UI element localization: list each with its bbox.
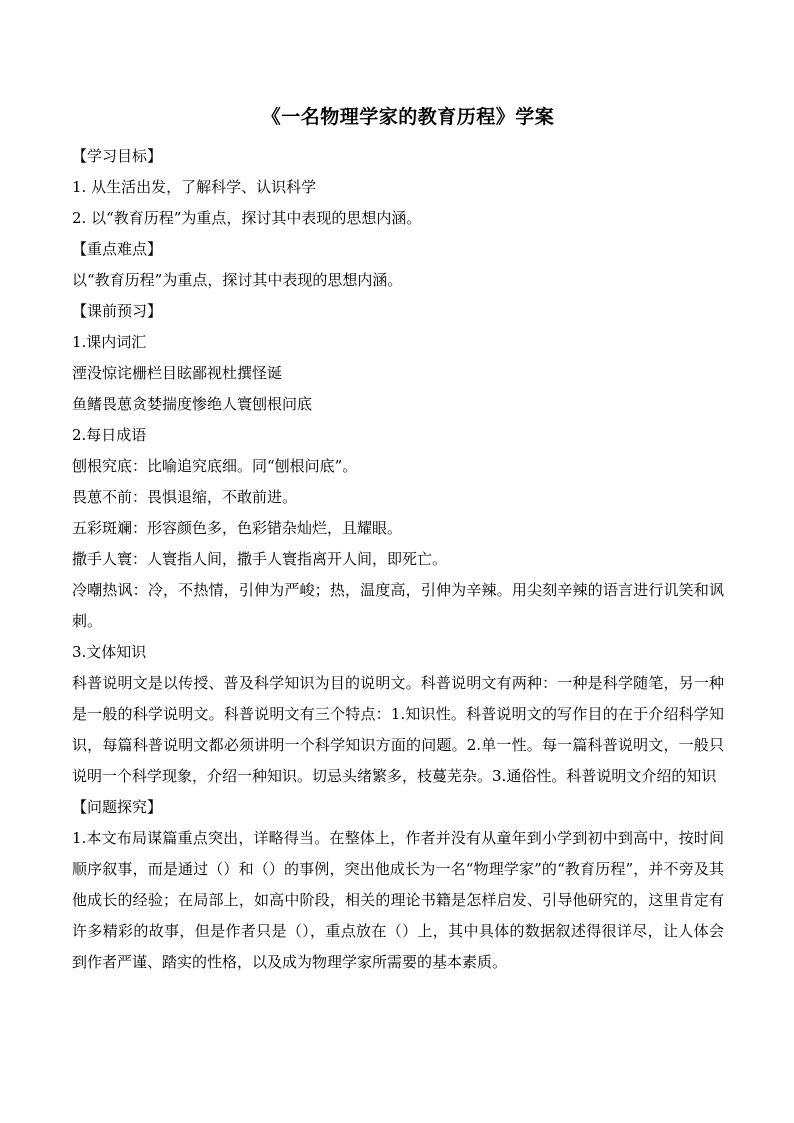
- section-heading-key-points: 【重点难点】: [72, 240, 163, 258]
- section-heading-inquiry: 【问题探究】: [72, 798, 163, 816]
- inquiry-paragraph: 1.本文布局谋篇重点突出，详略得当。在整体上，作者并没有从童年到小学到初中到高中，按时间顺序叙事，而是通过（）和（）的事例，突出他成长为一名“物理学家”的“教育历程”，并不旁及其他成长的经验；在局部上，如高中阶段，相关的理论书籍是怎样启发、引导他研究的，这里肯定有许多精彩的故事，但是作者只是（），重点放在（）上，其中具体的数据叙述得很详尽，让人体会到作者严谨、踏实的性格，以及成为物理学家所需要的基本素质。: [72, 829, 724, 971]
- idiom-item-4: 撒手人寰：人寰指人间，撒手人寰指离开人间，即死亡。: [72, 550, 448, 568]
- genre-paragraph: 科普说明文是以传授、普及科学知识为目的说明文。科普说明文有两种：一种是科学随笔，另一种是一般的科学说明文。科普说明文有三个特点：1.知识性。科普说明文的写作目的在于介绍科学知识，每篇科普说明文都必须讲明一个科学知识方面的问题。2.单一性。每一篇科普说明文，一般只说明一个科学现象，介绍一种知识。切忌头绪繁多，枝蔓芜杂。3.通俗性。科普说明文介绍的知识: [72, 674, 724, 785]
- idiom-item-3: 五彩斑斓：形容颜色多，色彩错杂灿烂，且耀眼。: [72, 519, 403, 537]
- objective-item-1: 1. 从生活出发，了解科学、认识科学: [72, 178, 317, 196]
- key-points-text: 以“教育历程”为重点，探讨其中表现的思想内涵。: [72, 271, 403, 289]
- idioms-heading: 2.每日成语: [72, 426, 147, 444]
- vocab-line-2: 鱼鳍畏葸贪婪揣度惨绝人寰刨根问底: [72, 395, 313, 413]
- vocab-line-1: 湮没惊诧栅栏目眩鄙视杜撰怪诞: [72, 364, 283, 382]
- section-heading-objectives: 【学习目标】: [72, 147, 163, 165]
- page-title: 《一名物理学家的教育历程》学案: [261, 106, 555, 128]
- document-page: [72, 103, 724, 978]
- objective-item-2: 2. 以“教育历程”为重点，探讨其中表现的思想内涵。: [72, 209, 422, 227]
- section-heading-preview: 【课前预习】: [72, 302, 163, 320]
- vocab-heading: 1.课内词汇: [72, 333, 147, 351]
- idiom-item-2: 畏葸不前：畏惧退缩，不敢前进。: [72, 488, 298, 506]
- idiom-item-1: 刨根究底：比喻追究底细。同“刨根问底”。: [72, 457, 358, 475]
- genre-heading: 3.文体知识: [72, 643, 147, 661]
- idiom-item-5: 冷嘲热讽：冷，不热情，引伸为严峻；热，温度高，引伸为辛辣。用尖刻辛辣的语言进行讥笑和讽刺。: [72, 581, 724, 630]
